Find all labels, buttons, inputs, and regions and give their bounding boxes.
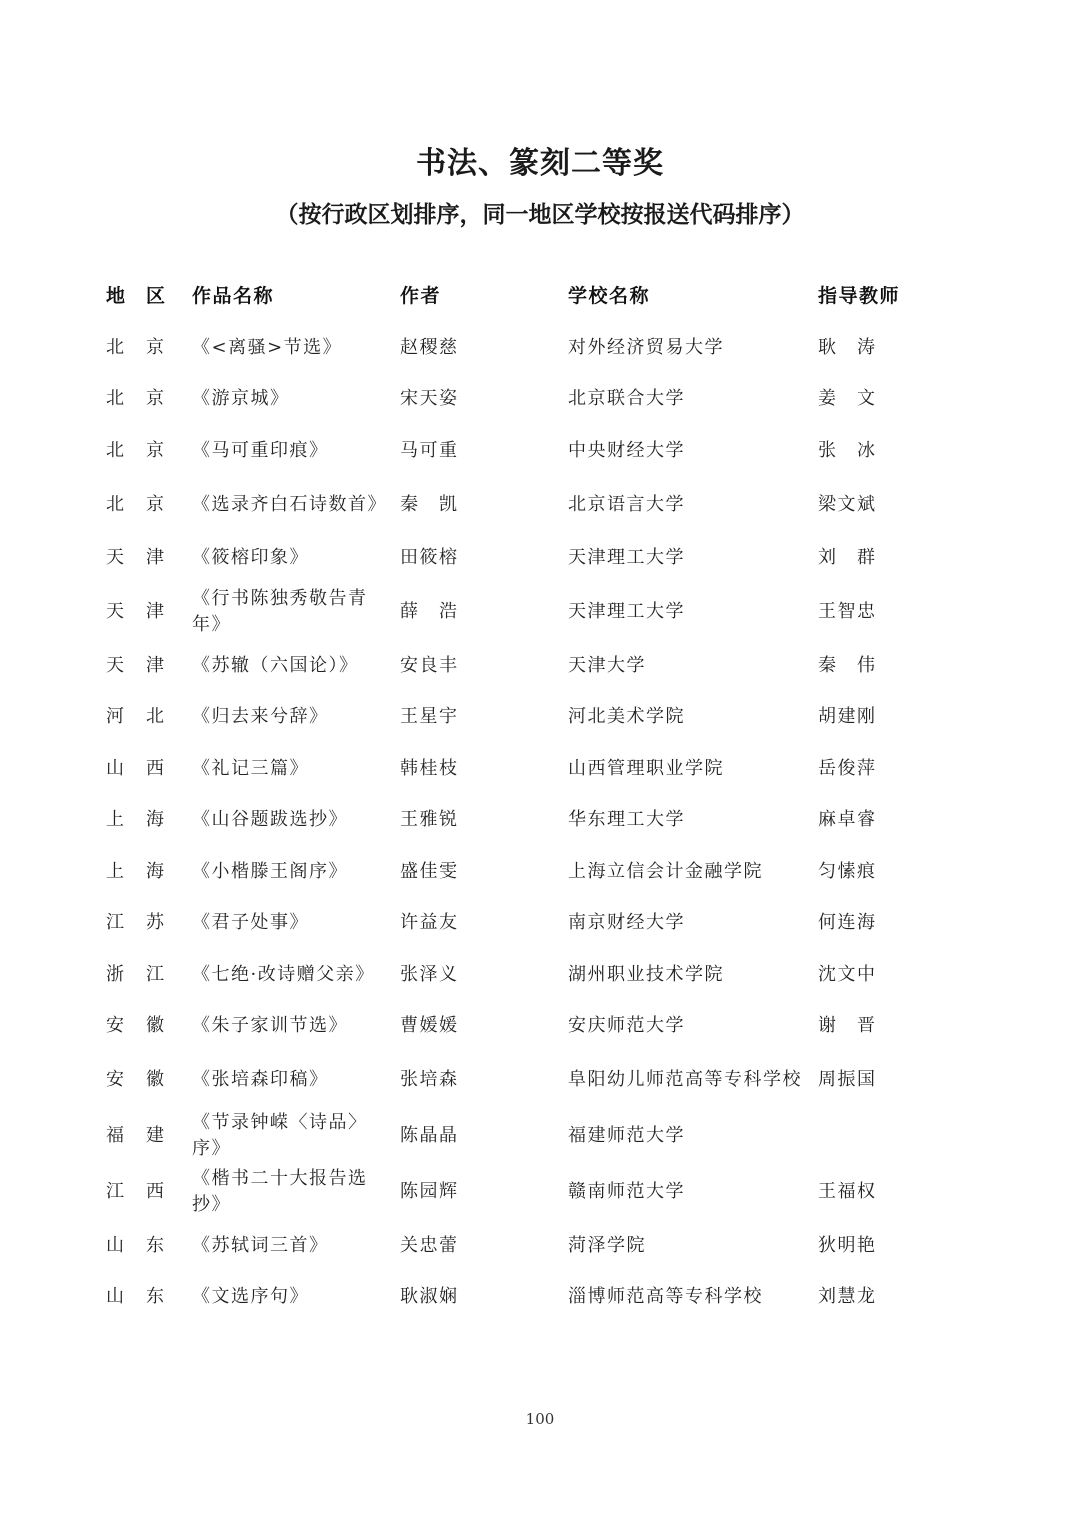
cell-region bbox=[106, 962, 192, 988]
cell-teacher: 刘慧龙 bbox=[818, 1286, 877, 1308]
cell-school: 华东理工大学 bbox=[568, 809, 685, 831]
cell-region-char-1: 山 bbox=[106, 1286, 126, 1308]
cell-region-char-1: 河 bbox=[106, 706, 126, 728]
cell-region bbox=[106, 492, 192, 518]
cell-region-char-2: 东 bbox=[146, 1234, 166, 1256]
cell-region-char-2: 徽 bbox=[146, 1069, 166, 1090]
cell-school: 上海立信会计金融学院 bbox=[568, 860, 763, 882]
cell-region bbox=[106, 1233, 192, 1259]
cell-work: 《节录钟嵘〈诗品〉序》 bbox=[192, 1112, 368, 1159]
cell-school: 菏泽学院 bbox=[568, 1234, 646, 1256]
cell-region-char-1: 北 bbox=[106, 336, 126, 358]
table-row bbox=[106, 640, 986, 692]
header-author: 作者 bbox=[400, 285, 442, 307]
cell-teacher: 张 冰 bbox=[818, 439, 877, 461]
table-row bbox=[106, 1220, 986, 1272]
cell-region bbox=[106, 910, 192, 936]
cell-region-char-2: 津 bbox=[146, 547, 166, 569]
table-row bbox=[106, 322, 986, 374]
page-title: 书法、篆刻二等奖 bbox=[416, 146, 664, 181]
cell-author: 田筱榕 bbox=[400, 547, 459, 569]
cell-work: 《选录齐白石诗数首》 bbox=[192, 493, 387, 515]
cell-author: 赵稷慈 bbox=[400, 336, 459, 358]
cell-work: 《楷书二十大报告选抄》 bbox=[192, 1168, 368, 1215]
cell-work: 《礼记三篇》 bbox=[192, 757, 309, 779]
cell-author: 盛佳雯 bbox=[400, 860, 459, 882]
cell-region bbox=[106, 704, 192, 730]
cell-school: 天津大学 bbox=[568, 654, 646, 676]
cell-teacher: 麻卓睿 bbox=[818, 809, 877, 831]
cell-school: 安庆师范大学 bbox=[568, 1015, 685, 1037]
cell-author: 韩桂枝 bbox=[400, 757, 459, 779]
cell-region-char-1: 安 bbox=[106, 1069, 126, 1090]
cell-author: 薛 浩 bbox=[400, 601, 459, 622]
table-row bbox=[106, 425, 986, 477]
cell-school: 中央财经大学 bbox=[568, 439, 685, 461]
table-row bbox=[106, 1108, 986, 1164]
cell-author: 张泽义 bbox=[400, 963, 459, 985]
cell-region bbox=[106, 599, 192, 625]
cell-work: 《朱子家训节选》 bbox=[192, 1015, 348, 1037]
cell-teacher: 胡建刚 bbox=[818, 706, 877, 728]
table-row bbox=[106, 477, 986, 533]
page-subtitle: （按行政区划排序，同一地区学校按报送代码排序） bbox=[275, 201, 805, 228]
table-row bbox=[106, 846, 986, 898]
table-row bbox=[106, 898, 986, 950]
table-row bbox=[106, 692, 986, 744]
cell-school: 湖州职业技术学院 bbox=[568, 963, 724, 985]
cell-teacher: 王福权 bbox=[818, 1181, 877, 1202]
cell-region-char-2: 津 bbox=[146, 601, 166, 622]
cell-author: 曹媛媛 bbox=[400, 1015, 459, 1037]
cell-region-char-2: 徽 bbox=[146, 1015, 166, 1037]
cell-author: 安良丰 bbox=[400, 654, 459, 676]
cell-region bbox=[106, 653, 192, 679]
cell-author: 宋天姿 bbox=[400, 388, 459, 410]
cell-teacher: 岳俊萍 bbox=[818, 757, 877, 779]
table-row bbox=[106, 584, 986, 640]
cell-work: 《文选序句》 bbox=[192, 1286, 309, 1308]
cell-region-char-1: 天 bbox=[106, 654, 126, 676]
cell-author: 王星宇 bbox=[400, 706, 459, 728]
cell-region-char-2: 京 bbox=[146, 439, 166, 461]
cell-school: 淄博师范高等专科学校 bbox=[568, 1286, 763, 1308]
header-teacher: 指导教师 bbox=[818, 285, 901, 307]
cell-school: 北京联合大学 bbox=[568, 388, 685, 410]
cell-region-char-2: 西 bbox=[146, 1181, 166, 1202]
cell-teacher: 狄明艳 bbox=[818, 1234, 877, 1256]
header-region-char-1: 地 bbox=[106, 285, 127, 307]
cell-region-char-2: 京 bbox=[146, 388, 166, 410]
header-region-char-2: 区 bbox=[146, 285, 167, 307]
cell-region-char-1: 天 bbox=[106, 601, 126, 622]
cell-work: 《游京城》 bbox=[192, 388, 290, 410]
cell-region-char-2: 海 bbox=[146, 860, 166, 882]
cell-work: 《苏轼词三首》 bbox=[192, 1234, 329, 1256]
award-table bbox=[106, 270, 986, 1323]
cell-school: 阜阳幼儿师范高等专科学校 bbox=[568, 1069, 802, 1090]
cell-author: 秦 凯 bbox=[400, 493, 459, 515]
table-row bbox=[106, 795, 986, 847]
cell-region bbox=[106, 807, 192, 833]
cell-region bbox=[106, 1179, 192, 1205]
cell-region bbox=[106, 859, 192, 885]
cell-work: 《山谷题跋选抄》 bbox=[192, 809, 348, 831]
header-region bbox=[106, 283, 192, 309]
cell-teacher: 匀愫痕 bbox=[818, 860, 877, 882]
cell-work: 《小楷滕王阁序》 bbox=[192, 860, 348, 882]
cell-region bbox=[106, 438, 192, 464]
cell-region-char-2: 西 bbox=[146, 757, 166, 779]
cell-teacher: 耿 涛 bbox=[818, 336, 877, 358]
table-header-row bbox=[106, 270, 986, 322]
cell-region-char-2: 东 bbox=[146, 1286, 166, 1308]
header-school: 学校名称 bbox=[568, 285, 651, 307]
table-row bbox=[106, 949, 986, 1001]
cell-region-char-1: 山 bbox=[106, 757, 126, 779]
cell-region-char-2: 江 bbox=[146, 963, 166, 985]
cell-region-char-1: 北 bbox=[106, 493, 126, 515]
table-row bbox=[106, 743, 986, 795]
cell-work: 《<离骚>节选》 bbox=[192, 336, 343, 358]
cell-work: 《苏辙（六国论）》 bbox=[192, 654, 359, 676]
cell-region-char-2: 建 bbox=[146, 1125, 166, 1146]
cell-author: 马可重 bbox=[400, 439, 459, 461]
table-row bbox=[106, 1272, 986, 1324]
cell-school: 北京语言大学 bbox=[568, 493, 685, 515]
cell-region bbox=[106, 1067, 192, 1093]
cell-author: 许益友 bbox=[400, 912, 459, 934]
cell-work: 《归去来兮辞》 bbox=[192, 706, 329, 728]
page-number: 100 bbox=[525, 1410, 555, 1428]
cell-region-char-2: 津 bbox=[146, 654, 166, 676]
cell-school: 南京财经大学 bbox=[568, 912, 685, 934]
cell-region-char-2: 京 bbox=[146, 336, 166, 358]
cell-school: 对外经济贸易大学 bbox=[568, 336, 724, 358]
cell-author: 陈园辉 bbox=[400, 1181, 459, 1202]
cell-region bbox=[106, 545, 192, 571]
cell-region bbox=[106, 335, 192, 361]
cell-teacher: 刘 群 bbox=[818, 547, 877, 569]
cell-region-char-2: 京 bbox=[146, 493, 166, 515]
cell-teacher: 谢 晋 bbox=[818, 1015, 877, 1037]
cell-work: 《七绝·改诗赠父亲》 bbox=[192, 963, 375, 985]
cell-region-char-1: 江 bbox=[106, 912, 126, 934]
cell-work: 《张培森印稿》 bbox=[192, 1069, 329, 1090]
cell-school: 福建师范大学 bbox=[568, 1125, 685, 1146]
cell-region bbox=[106, 1123, 192, 1149]
cell-region-char-2: 海 bbox=[146, 809, 166, 831]
cell-region-char-1: 江 bbox=[106, 1181, 126, 1202]
cell-region bbox=[106, 756, 192, 782]
cell-region-char-2: 北 bbox=[146, 706, 166, 728]
cell-region-char-2: 苏 bbox=[146, 912, 166, 934]
cell-region bbox=[106, 386, 192, 412]
cell-work: 《筱榕印象》 bbox=[192, 547, 309, 569]
table-row bbox=[106, 374, 986, 426]
cell-region bbox=[106, 1013, 192, 1039]
table-row bbox=[106, 1164, 986, 1220]
cell-teacher: 王智忠 bbox=[818, 601, 877, 622]
header-work: 作品名称 bbox=[192, 285, 275, 307]
cell-school: 山西管理职业学院 bbox=[568, 757, 724, 779]
cell-region-char-1: 北 bbox=[106, 439, 126, 461]
table-row bbox=[106, 1001, 986, 1053]
cell-region-char-1: 上 bbox=[106, 809, 126, 831]
cell-author: 王雅锐 bbox=[400, 809, 459, 831]
cell-region-char-1: 山 bbox=[106, 1234, 126, 1256]
cell-region-char-1: 北 bbox=[106, 388, 126, 410]
table-row bbox=[106, 533, 986, 585]
cell-school: 赣南师范大学 bbox=[568, 1181, 685, 1202]
cell-author: 关忠蕾 bbox=[400, 1234, 459, 1256]
cell-region-char-1: 天 bbox=[106, 547, 126, 569]
cell-school: 天津理工大学 bbox=[568, 601, 685, 622]
table-body bbox=[106, 322, 986, 1323]
cell-author: 耿淑娴 bbox=[400, 1286, 459, 1308]
cell-region-char-1: 安 bbox=[106, 1015, 126, 1037]
cell-work: 《君子处事》 bbox=[192, 912, 309, 934]
cell-teacher: 何连海 bbox=[818, 912, 877, 934]
cell-teacher: 沈文中 bbox=[818, 963, 877, 985]
cell-teacher: 姜 文 bbox=[818, 388, 877, 410]
cell-work: 《马可重印痕》 bbox=[192, 439, 329, 461]
cell-author: 张培森 bbox=[400, 1069, 459, 1090]
cell-author: 陈晶晶 bbox=[400, 1125, 459, 1146]
cell-work: 《行书陈独秀敬告青年》 bbox=[192, 588, 368, 635]
cell-region-char-1: 上 bbox=[106, 860, 126, 882]
cell-region-char-1: 福 bbox=[106, 1125, 126, 1146]
cell-teacher: 周振国 bbox=[818, 1069, 877, 1090]
cell-teacher: 秦 伟 bbox=[818, 654, 877, 676]
table-row bbox=[106, 1052, 986, 1108]
cell-school: 天津理工大学 bbox=[568, 547, 685, 569]
cell-region bbox=[106, 1284, 192, 1310]
cell-teacher: 梁文斌 bbox=[818, 493, 877, 515]
cell-region-char-1: 浙 bbox=[106, 963, 126, 985]
cell-school: 河北美术学院 bbox=[568, 706, 685, 728]
